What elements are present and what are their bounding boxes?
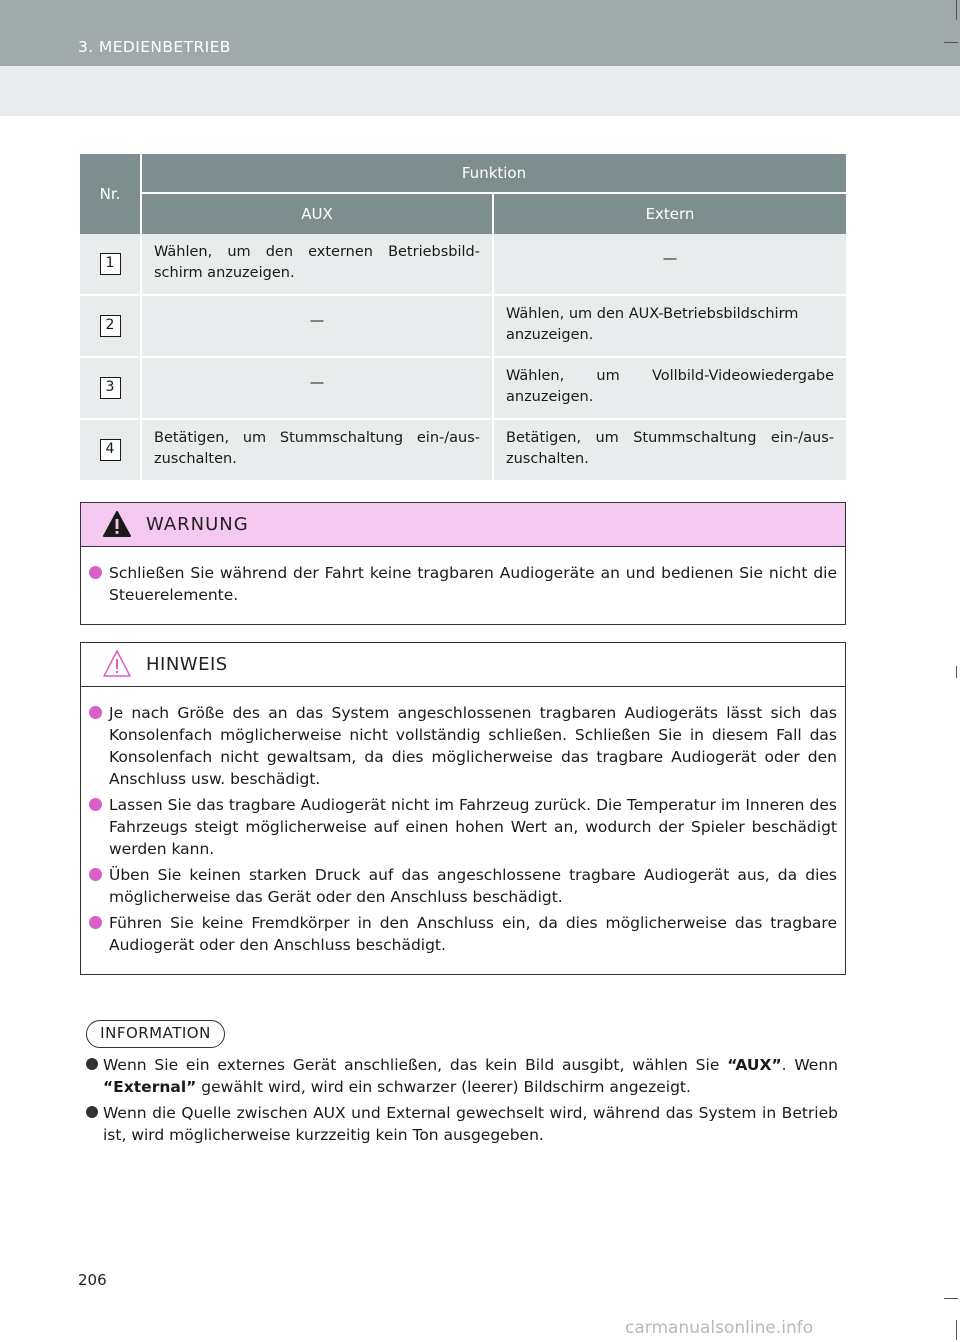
- warning-title: WARNUNG: [146, 514, 249, 535]
- bullet-icon: [86, 1058, 98, 1070]
- cell-aux: —: [142, 358, 494, 420]
- table-row: [80, 420, 846, 482]
- bullet-icon: [89, 706, 102, 719]
- table-row: [80, 296, 846, 358]
- list-item: Führen Sie keine Fremdkörper in den Anschluss ein, da dies möglicherweise das tragbare Audiogerät oder den Anschluss beschädigt.: [89, 912, 837, 956]
- aux-label: “AUX”: [727, 1056, 782, 1074]
- table-head-extern: Extern: [494, 194, 846, 234]
- list-item: Üben Sie keinen starken Druck auf das angeschlossene tragbare Audiogerät aus, da dies möglicherweise das Gerät oder den Anschluss beschädigt.: [89, 864, 837, 908]
- list-item: Wenn die Quelle zwischen AUX und External gewechselt wird, während das System in Betrieb ist, wird möglicherweise kurzzeitig kein Ton ausgegeben.: [86, 1102, 838, 1146]
- cell-extern: Betätigen, um Stummschaltung ein-/aus-zuschalten.: [494, 420, 846, 482]
- table-row: [80, 358, 846, 420]
- table-head-nr: Nr.: [80, 154, 142, 234]
- cell-aux: Wählen, um den externen Betriebsbild-schirm anzuzeigen.: [142, 234, 494, 296]
- crop-mark: [956, 1320, 957, 1340]
- bullet-icon: [89, 916, 102, 929]
- bullet-icon: [86, 1106, 98, 1118]
- notice-box: [80, 642, 846, 975]
- crop-mark: [944, 1298, 958, 1299]
- warning-header: [81, 503, 845, 547]
- row-number-box: 2: [100, 315, 121, 337]
- header-subband: [0, 66, 960, 116]
- header-band: [0, 0, 960, 66]
- warning-box: [80, 502, 846, 625]
- table-head-function: Funktion: [142, 154, 846, 194]
- row-number-box: 1: [100, 253, 121, 275]
- row-number-box: 4: [100, 439, 121, 461]
- information-list: [86, 1054, 838, 1150]
- bullet-icon: [89, 868, 102, 881]
- function-table: [80, 154, 846, 482]
- cell-extern: Wählen, um Vollbild-Videowiedergabe anzuzeigen.: [494, 358, 846, 420]
- notice-title: HINWEIS: [146, 654, 228, 675]
- table-row: [80, 234, 846, 296]
- section-title: 3. MEDIENBETRIEB: [78, 38, 231, 56]
- row-number-box: 3: [100, 377, 121, 399]
- crop-mark: [956, 666, 957, 678]
- information-label: INFORMATION: [86, 1020, 225, 1048]
- crop-mark: [944, 42, 958, 43]
- warning-triangle-icon: [102, 510, 132, 542]
- list-item: Lassen Sie das tragbare Audiogerät nicht im Fahrzeug zurück. Die Temperatur im Inneren des Fahrzeugs steigt möglicherweise auf einen hohen Wert an, wodurch der Spieler beschädigt werden kann.: [89, 794, 837, 860]
- cell-extern: Wählen, um den AUX-Betriebsbildschirm anzuzeigen.: [494, 296, 846, 358]
- notice-header: [81, 643, 845, 687]
- table-head-aux: AUX: [142, 194, 494, 234]
- list-item: Je nach Größe des an das System angeschlossenen tragbaren Audiogeräts lässt sich das Konsolenfach möglicherweise nicht vollständig schließen. Schließen Sie in diesem Fall das Konsolenfach nicht gewaltsam, da dies möglicherweise das tragbare Audiogerät oder den Anschluss usw. beschädigt.: [89, 702, 837, 790]
- cell-aux: Betätigen, um Stummschaltung ein-/aus-zuschalten.: [142, 420, 494, 482]
- crop-mark: [956, 0, 957, 20]
- watermark: carmanualsonline.info: [625, 1318, 814, 1338]
- external-label: “External”: [103, 1078, 197, 1096]
- cell-extern: —: [494, 234, 846, 296]
- bullet-icon: [89, 566, 102, 579]
- list-item: Schließen Sie während der Fahrt keine tragbaren Audiogeräte an und bedienen Sie nicht die Steuerelemente.: [89, 562, 837, 606]
- page-number: 206: [78, 1271, 107, 1289]
- cell-aux: —: [142, 296, 494, 358]
- bullet-icon: [89, 798, 102, 811]
- notice-triangle-icon: [102, 649, 132, 683]
- list-item: Wenn Sie ein externes Gerät anschließen, das kein Bild ausgibt, wählen Sie “AUX”. Wenn “External” gewählt wird, wird ein schwarzer (leerer) Bildschirm angezeigt.: [86, 1054, 838, 1098]
